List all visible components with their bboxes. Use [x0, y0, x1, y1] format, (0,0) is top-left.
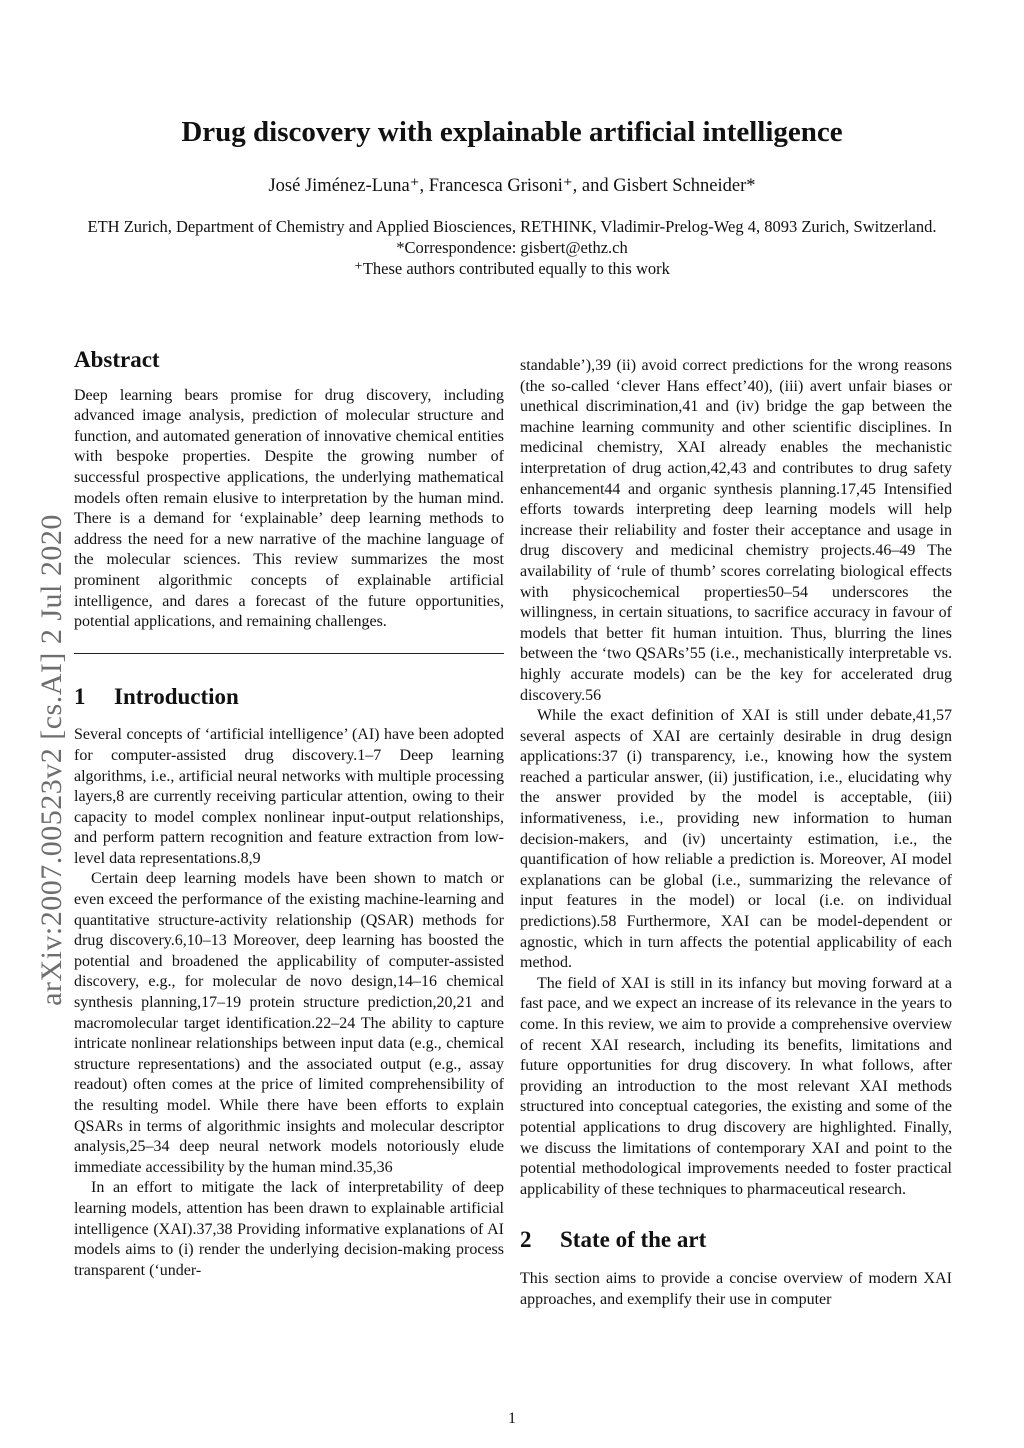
section-heading-state-of-art — [520, 1227, 952, 1253]
state-of-art-paragraph-1: This section aims to provide a concise overview of modern XAI approaches, and exemplify their use in computer — [520, 1269, 952, 1308]
left-column — [74, 347, 504, 1281]
section-number: 2 — [520, 1227, 532, 1253]
abstract-divider — [74, 653, 504, 654]
section-title: Introduction — [114, 683, 239, 709]
intro-paragraph-4: While the exact definition of XAI is still under debate,41,57 several aspects of XAI are certainly desirable in drug design applications:37 (i) transparency, i.e., knowing how the system reached a particular answer, (ii) justification, i.e., elucidating why the answer provided by the model is acceptable, (iii) informativeness, i.e., providing new information to human decision-makers, and (iv) uncertainty estimation, i.e., the quantification of how reliable a prediction is. Moreover, AI model explanations can be global (i.e., summarizing the relevance of input features in the model) or local (i.e. on individual predictions).58 Furthermore, XAI can be model-dependent or agnostic, which in turn affects the potential applicability of each method. — [520, 707, 952, 972]
abstract-text: Deep learning bears promise for drug discovery, including advanced image analysis, prediction of molecular structure and function, and automated generation of innovative chemical entities with bespoke properties. Despite the growing number of successful prospective applications, the underlying mathematical models often remain elusive to interpretation by the human mind. There is a demand for ‘explainable’ deep learning methods to address the need for a new narrative of the machine language of the molecular sciences. This review summarizes the most prominent algorithmic concepts of explainable artificial intelligence, and dares a forecast of the future opportunities, potential applications, and remaining challenges. — [74, 386, 504, 631]
intro-paragraph-5: The field of XAI is still in its infancy but moving forward at a fast pace, and we expect an increase of its relevance in the years to come. In this review, we aim to provide a comprehensive overview of recent XAI research, including its benefits, limitations and future opportunities for drug discovery. In what follows, after providing an introduction to the most relevant XAI methods structured into conceptual categories, the existing and some of the potential applications to drug discovery are highlighted. Finally, we discuss the limitations of contemporary XAI and point to the potential methodological improvements needed to foster practical applicability of these techniques to pharmaceutical research. — [520, 974, 952, 1198]
intro-paragraph-2: Certain deep learning models have been shown to match or even exceed the performance of the existing machine-learning and quantitative structure-activity relationship (QSAR) methods for drug discovery.6,10–13 Moreover, deep learning has boosted the potential and broadened the applicability of computer-assisted discovery, e.g., for molecular de novo design,14–16 chemical synthesis planning,17–19 protein structure prediction,20,21 and macromolecular target identification.22–24 The ability to capture intricate nonlinear relationships between input data (e.g., chemical structure representations) and the associated output (e.g., assay readout) often comes at the price of limited comprehensibility of the resulting model. While there have been efforts to explain QSARs in terms of algorithmic insights and molecular descriptor analysis,25–34 deep neural network models notoriously elude immediate accessibility by the human mind.35,36 — [74, 870, 504, 1176]
affiliation-block — [80, 216, 944, 279]
section-number: 1 — [74, 683, 86, 709]
section-heading-introduction — [74, 683, 504, 709]
correspondence-note: *Correspondence: gisbert@ethz.ch — [396, 238, 628, 257]
right-column — [520, 356, 952, 1310]
intro-paragraph-1: Several concepts of ‘artificial intelligence’ (AI) have been adopted for computer-assisted drug discovery.1–7 Deep learning algorithms, i.e., artificial neural networks with multiple processing layers,8 are currently receiving particular attention, owing to their capacity to model complex nonlinear input-output relationships, and perform pattern recognition and feature extraction from low-level data representations.8,9 — [74, 726, 504, 867]
intro-paragraph-3-continued: standable’),39 (ii) avoid correct predictions for the wrong reasons (the so-called ‘clever Hans effect’40), (iii) avert unfair biases or unethical discrimination,41 and (iv) bridge the gap between the machine learning community and other scientific disciplines. In medicinal chemistry, XAI already enables the mechanistic interpretation of drug action,42,43 and contributes to drug safety enhancement44 and organic synthesis planning.17,45 Intensified efforts towards interpreting deep learning models will help increase their reliability and foster their acceptance and usage in drug discovery and medicinal chemistry projects.46–49 The availability of ‘rule of thumb’ scores correlating biological effects with physicochemical properties50–54 underscores the willingness, in certain situations, to sacrifice accuracy in favour of models that better fit human intuition. Thus, blurring the lines between the ‘two QSARs’55 (i.e., mechanistically interpretable vs. highly accurate models) can be the key for accelerated drug discovery.56 — [520, 357, 952, 704]
paper-title: Drug discovery with explainable artificial intelligence — [181, 116, 843, 148]
page-number: 1 — [508, 1410, 516, 1427]
equal-contribution-note: ⁺These authors contributed equally to this work — [354, 259, 670, 278]
author-list: José Jiménez-Luna⁺, Francesca Grisoni⁺, and Gisbert Schneider* — [268, 176, 756, 196]
affiliation-text: ETH Zurich, Department of Chemistry and Applied Biosciences, RETHINK, Vladimir-Prelog-Weg 4, 8093 Zurich, Switzerland. — [87, 217, 937, 236]
arxiv-identifier — [22, 480, 82, 1040]
arxiv-identifier-text: arXiv:2007.00523v2 [cs.AI] 2 Jul 2020 — [35, 514, 68, 1006]
abstract-heading: Abstract — [74, 347, 160, 372]
section-title: State of the art — [560, 1227, 707, 1253]
intro-paragraph-3: In an effort to mitigate the lack of interpretability of deep learning models, attention has been drawn to explainable artificial intelligence (XAI).37,38 Providing informative explanations of AI models aims to (i) render the underlying decision-making process transparent (‘under- — [74, 1179, 504, 1279]
